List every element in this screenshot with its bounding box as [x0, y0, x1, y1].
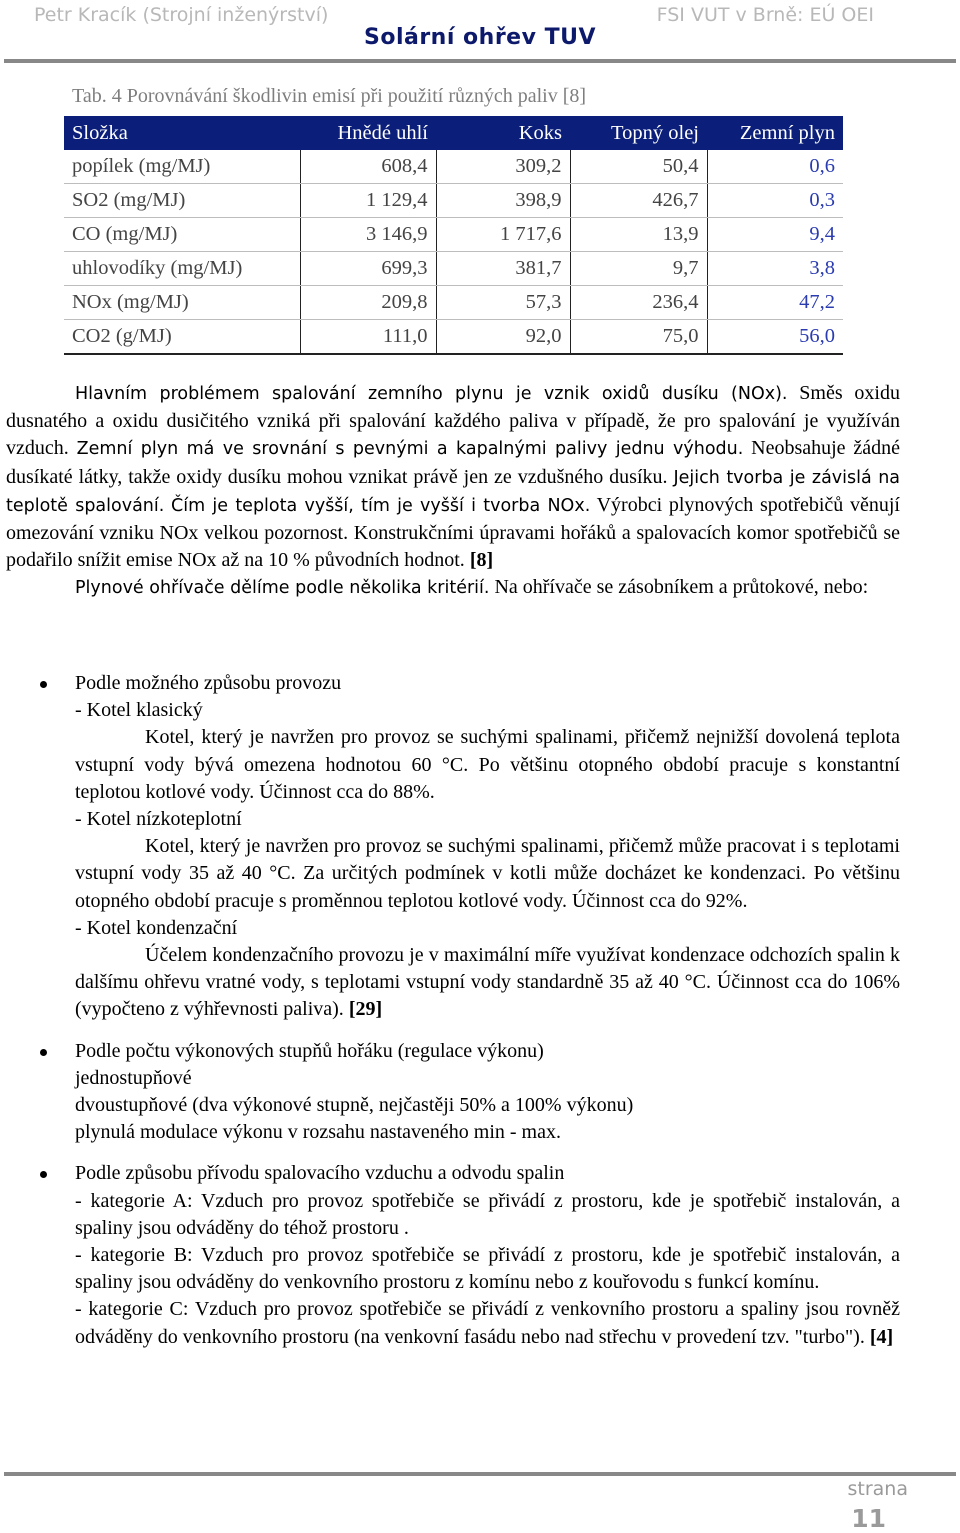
category-text: - kategorie A: Vzduch pro provoz spotřebiče se přivádí z prostoru, kde je spotřebič instalován, a spaliny jsou odváděny do téhož prostoru . [75, 1189, 900, 1239]
category-text [75, 1296, 900, 1350]
table-row [64, 218, 843, 252]
list-line: plynulá modulace výkonu v rozsahu nastaveného min - max. [75, 1121, 561, 1144]
table-header-row [64, 116, 843, 150]
table-cell: 50,4 [570, 150, 707, 184]
table-row [64, 252, 843, 286]
table-row [64, 320, 843, 355]
sentence: Hlavním problémem spalování zemního plynu je vznik oxidů dusíku (NOx). [75, 384, 788, 404]
list-line: jednostupňové [75, 1066, 192, 1089]
table-cell: 3,8 [707, 252, 843, 286]
table-cell: 13,9 [570, 218, 707, 252]
list-item-title: Podle způsobu přívodu spalovacího vzduchu a odvodu spalin [75, 1162, 565, 1185]
boiler-heading: - Kotel klasický [75, 699, 203, 722]
table-cell: 75,0 [570, 320, 707, 355]
header-cell: Složka [64, 116, 300, 150]
header-cell: Zemní plyn [707, 116, 843, 150]
header-cell: Koks [436, 116, 570, 150]
reference: [8] [469, 549, 494, 572]
table-cell: 3 146,9 [300, 218, 436, 252]
category-c-text: - kategorie C: Vzduch pro provoz spotřebiče se přivádí z venkovního prostoru a spaliny jsou rovněž odváděny do venkovního prostoru (na venkovní fasádu nebo nad střechu v provedení tzv. "turbo"). [75, 1298, 900, 1348]
sentence: Plynové ohřívače dělíme podle několika kritérií. [75, 578, 490, 599]
table-cell: uhlovodíky (mg/MJ) [64, 252, 300, 286]
table-cell: CO2 (g/MJ) [64, 320, 300, 355]
table-cell: 111,0 [300, 320, 436, 355]
table-cell: CO (mg/MJ) [64, 218, 300, 252]
sentence: Výrobci plynových spotřebičů věnují omezování vzniku NOx velkou pozornost. [6, 493, 900, 545]
table-row [64, 184, 843, 218]
table-caption: Tab. 4 Porovnávání škodlivin emisí při použití různých paliv [8] [72, 85, 587, 107]
sentence: Na ohřívače se zásobníkem a průtokové, nebo: [494, 576, 869, 599]
header-author: Petr Kracík (Strojní inženýrství) [34, 4, 329, 26]
table-cell: 47,2 [707, 286, 843, 320]
table-cell: SO2 (mg/MJ) [64, 184, 300, 218]
table-cell: 92,0 [436, 320, 570, 355]
table-row [64, 286, 843, 320]
sentence: Neobsahuje žádné dusíkaté látky, takže oxidy dusíku mohou vznikat právě jen ze vzdušného dusíku. [6, 437, 901, 488]
table-cell: 1 129,4 [300, 184, 436, 218]
boiler-description: Kotel, který je navržen pro provoz se suchými spalinami, přičemž nejnižší dovolená teplota vstupní vody bývá omezena hodnotou 60 °C. Po většinu otopného období pracuje s konstantní teplotou kotlové vody. Účinnost cca do 88%. [75, 726, 900, 803]
table-cell: 9,4 [707, 218, 843, 252]
table-cell: 398,9 [436, 184, 570, 218]
header-cell: Hnědé uhlí [300, 116, 436, 150]
table-cell: 0,6 [707, 150, 843, 184]
footer-page-number: 11 [851, 1504, 886, 1533]
body-text [6, 380, 900, 603]
list-item-title: Podle počtu výkonových stupňů hořáku (regulace výkonu) [75, 1039, 544, 1062]
table-cell: 56,0 [707, 320, 843, 355]
sentence: Konstrukčními úpravami hořáků a spalovacích komor spotřebičů se podařilo snížit emise NOx až na 10 % původních hodnot. [6, 522, 901, 572]
boiler-description [75, 942, 900, 1024]
sentence: Jejich tvorba je závislá na teplotě spalování. [6, 467, 901, 516]
boiler-text: Účelem kondenzačního provozu je v maximální míře využívat kondenzace odchozích spalin k dalšímu ohřevu vratné vody, s teplotami vstupní vody standardně 35 až 40 °C. Účinnost cca do 106% (vypočteno z výhřevnosti paliva). [75, 944, 900, 1021]
table-cell: 209,8 [300, 286, 436, 320]
table-cell: NOx (mg/MJ) [64, 286, 300, 320]
boiler-heading: - Kotel nízkoteplotní [75, 808, 242, 831]
boiler-heading: - Kotel kondenzační [75, 916, 238, 939]
table-cell: 608,4 [300, 150, 436, 184]
table-cell: 236,4 [570, 286, 707, 320]
reference: [29] [348, 998, 383, 1021]
paragraph-heaters [6, 574, 900, 602]
bullet-list [0, 670, 900, 1351]
sentence: Směs oxidu dusnatého a oxidu dusičitého vzniká při spalování každého paliva v případě, že pro spalování je využíván vzduch. [6, 382, 900, 460]
paragraph-nox [6, 380, 900, 574]
table-cell: 9,7 [570, 252, 707, 286]
list-line: dvoustupňové (dva výkonové stupně, nejčastěji 50% a 100% výkonu) [75, 1094, 634, 1117]
header-cell: Topný olej [570, 116, 707, 150]
footer-page-label: strana [847, 1478, 908, 1500]
header-school: FSI VUT v Brně: EÚ OEI [656, 4, 874, 26]
bullet-icon [40, 1171, 47, 1178]
list-item [0, 1160, 900, 1350]
table-cell: 57,3 [436, 286, 570, 320]
category-text: - kategorie B: Vzduch pro provoz spotřebiče se přivádí z prostoru, kde je spotřebič instalován, a spaliny jsou odváděny do venkovního prostoru z komínu nebo z kouřovodu s funkcí komínu. [75, 1244, 900, 1294]
table-cell: 381,7 [436, 252, 570, 286]
table-cell: 0,3 [707, 184, 843, 218]
footer-divider [4, 1472, 956, 1476]
table-row [64, 150, 843, 184]
sentence: Zemní plyn má ve srovnání s pevnými a kapalnými palivy jednu výhodu. [76, 439, 744, 460]
page-header [0, 0, 960, 70]
table-cell: 309,2 [436, 150, 570, 184]
reference: [4] [869, 1325, 894, 1348]
header-divider [4, 59, 956, 63]
list-item [0, 1038, 900, 1147]
table-cell: 426,7 [570, 184, 707, 218]
table-cell: 699,3 [300, 252, 436, 286]
bullet-icon [40, 1049, 47, 1056]
table-cell: 1 717,6 [436, 218, 570, 252]
emissions-table [64, 116, 843, 355]
table-cell: popílek (mg/MJ) [64, 150, 300, 184]
sentence: Čím je teplota vyšší, tím je vyšší i tvorba NOx. [171, 495, 591, 516]
header-title: Solární ohřev TUV [363, 25, 596, 50]
bullet-icon [40, 681, 47, 688]
list-item-title: Podle možného způsobu provozu [75, 672, 342, 694]
list-item [0, 670, 900, 1024]
boiler-description: Kotel, který je navržen pro provoz se suchými spalinami, přičemž může pracovat i s teplotami vstupní vody 35 až 40 °C. Za určitých podmínek v kotli může docházet ke kondenzaci. Po většinu otopného období pracuje s proměnnou teplotou kotlové vody. Účinnost cca do 92%. [75, 835, 900, 912]
